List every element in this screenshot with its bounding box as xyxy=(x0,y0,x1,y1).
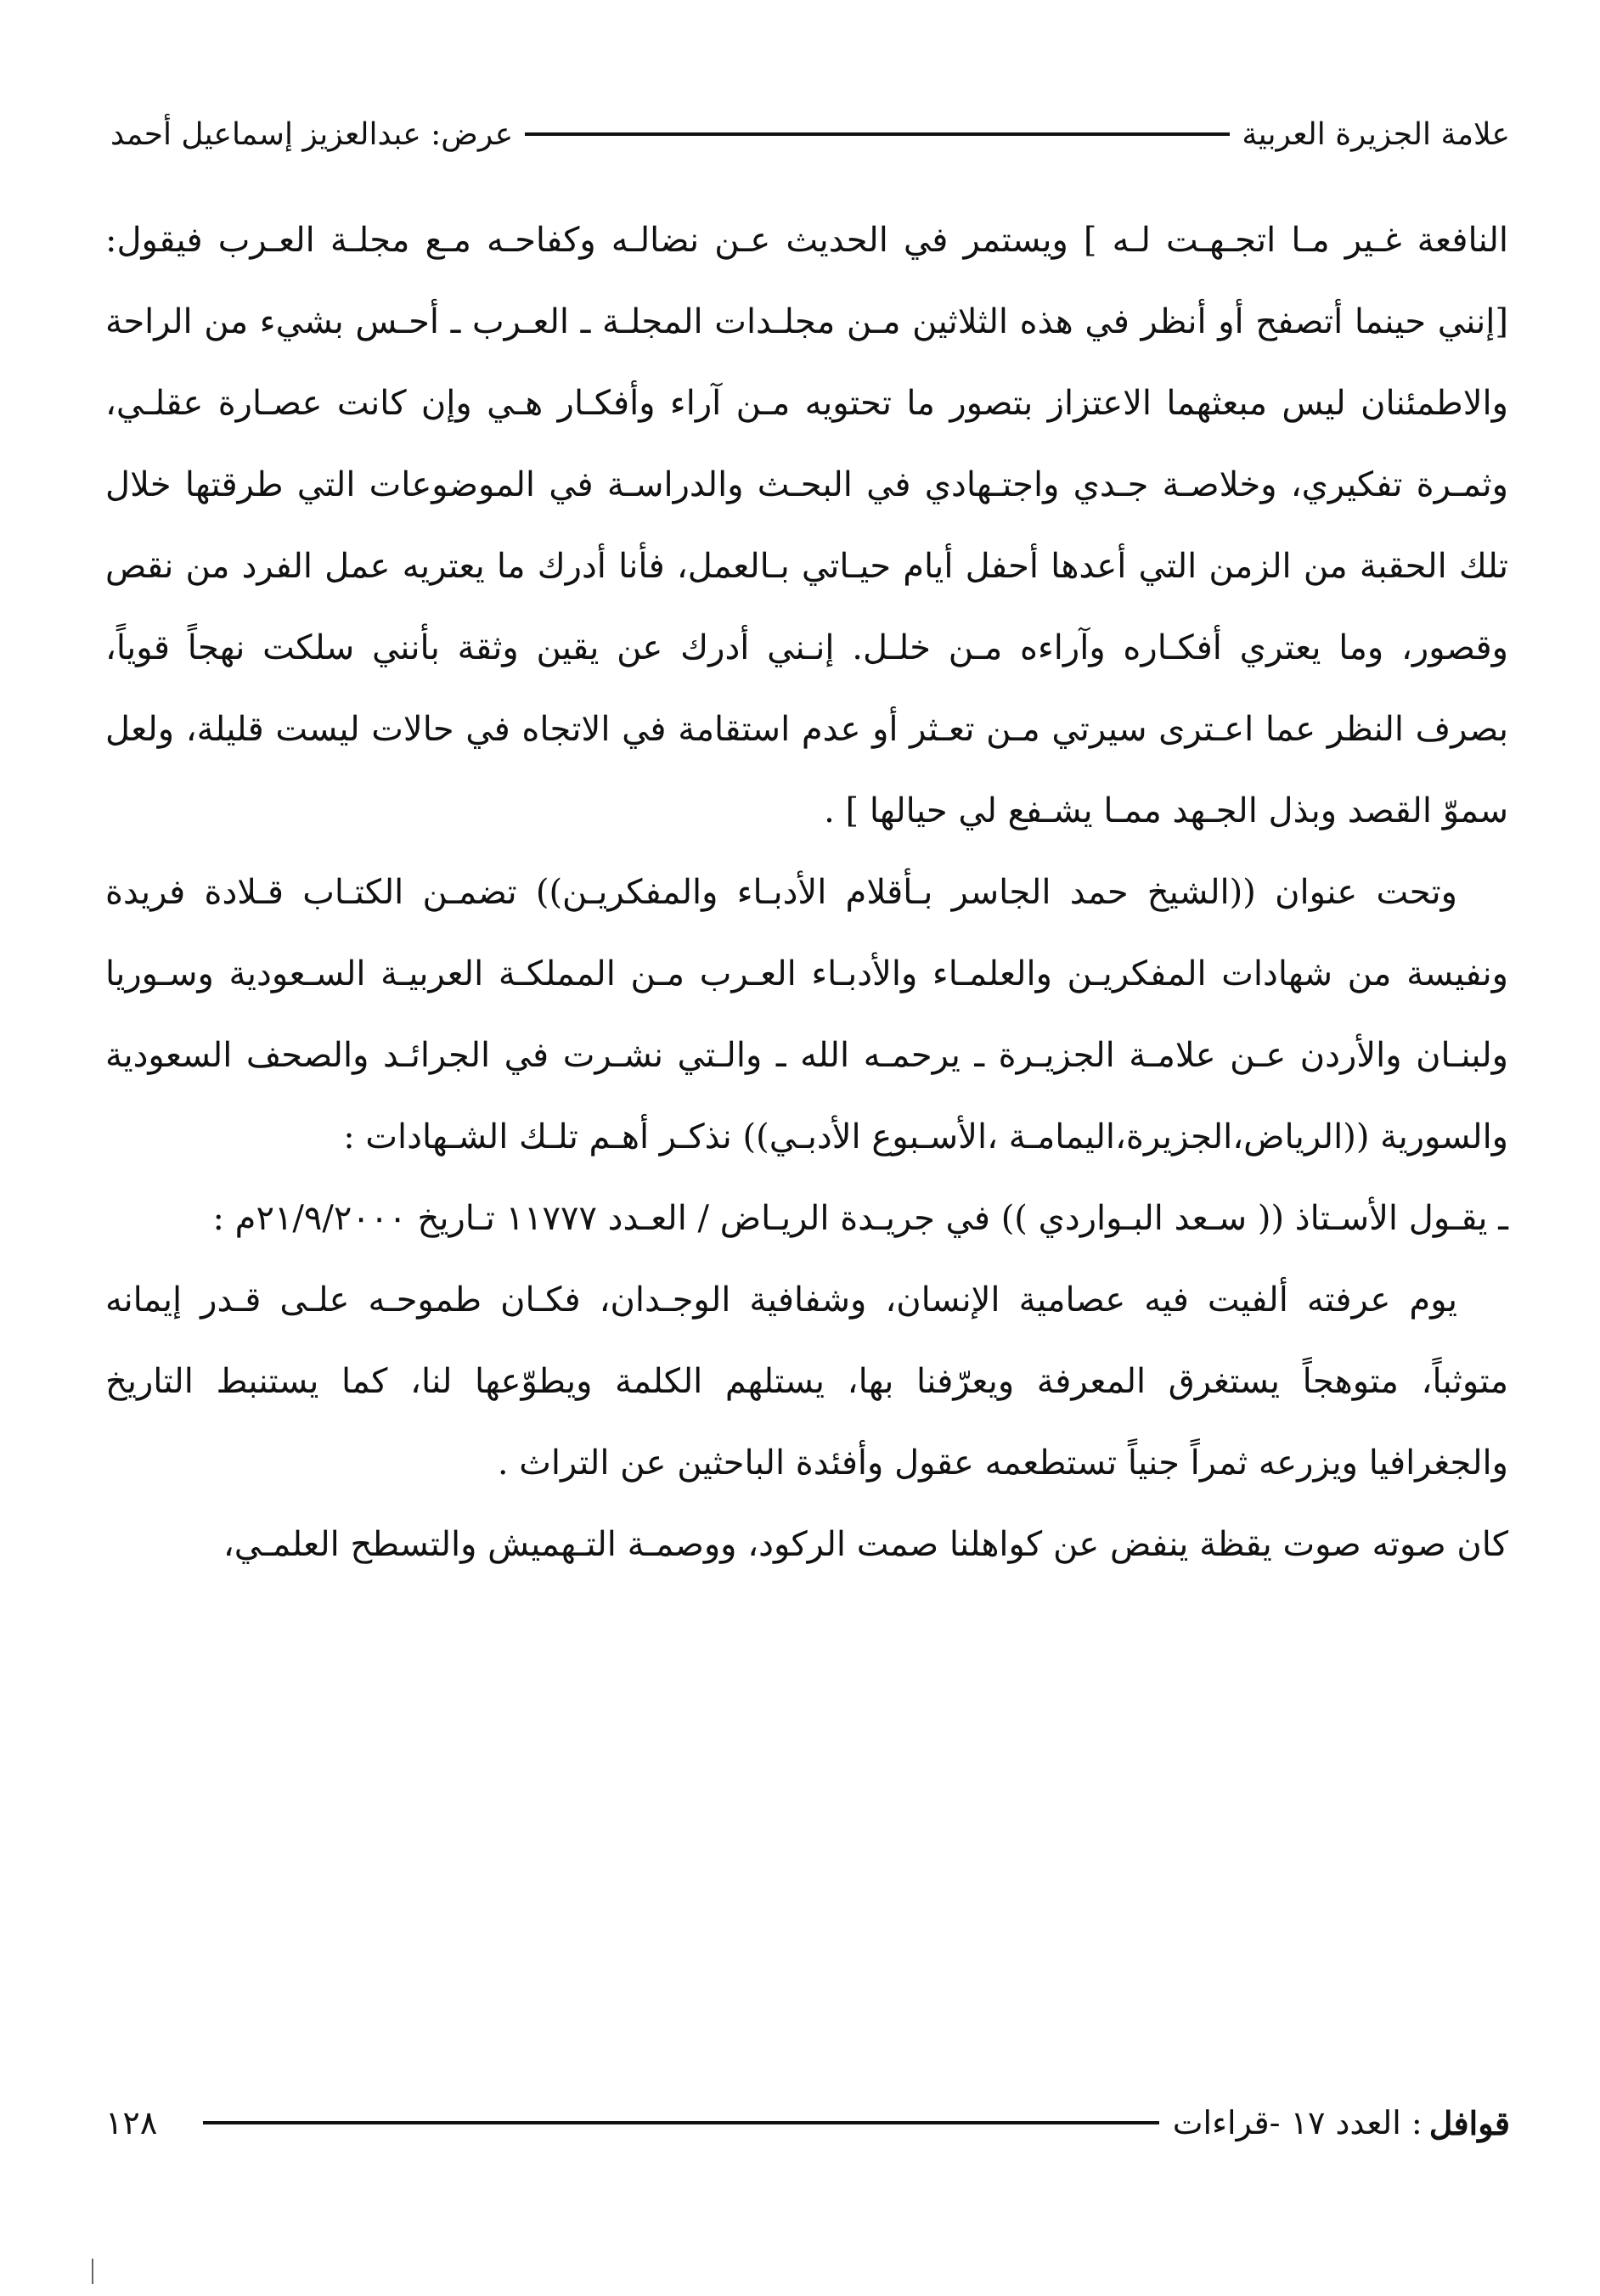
page-number: ١٢٨ xyxy=(105,2104,158,2141)
margin-mark xyxy=(92,2259,93,2284)
header-left-title: علامة الجزيرة العربية xyxy=(1242,116,1510,152)
page-footer xyxy=(105,2097,1510,2148)
running-header xyxy=(110,109,1510,160)
article-body xyxy=(105,200,1508,1585)
footer-rule xyxy=(203,2121,1159,2124)
paragraph-4: يوم عرفته ألفيت فيه عصامية الإنسان، وشفافية الوجـدان، فكـان طموحـه علـى قـدر إيمانه متوثباً، متوهجاً يستغرق المعرفة ويعرّفنا بها، يستلهم الكلمة ويطوّعها لنا، كما يستنبط التاريخ والجغرافيا ويزرعه ثمراً جنياً تستطعمه عقول وأفئدة الباحثين عن التراث . xyxy=(105,1280,1508,1483)
paragraph-2: وتحت عنوان ((الشيخ حمد الجاسر بـأقلام الأدبـاء والمفكريـن)) تضمـن الكتـاب قـلادة فريدة ونفيسة من شهادات المفكريـن والعلمـاء والأدبـاء العـرب مـن المملكـة العربيـة السـعودية وسـوريا ولبنـان والأردن عـن علامـة الجزيـرة ـ يرحمـه الله ـ والـتي نشـرت في الجرائـد والصحف السعودية والسورية ((الرياض،الجزيرة،اليمامـة ،الأسـبوع الأدبـي)) نذكـر أهـم تلـك الشـهادات : xyxy=(105,873,1508,1156)
footer-issue: : العدد ١٧ -قراءات xyxy=(1172,2104,1423,2141)
header-rule xyxy=(525,132,1230,136)
paragraph-5: كان صوته صوت يقظة ينفض عن كواهلنا صمت الركود، ووصمـة التـهميش والتسطح العلمـي، xyxy=(223,1525,1508,1564)
footer-journal-name: قوافل xyxy=(1428,2103,1510,2142)
paragraph-1: النافعة غـير مـا اتجـهـت لـه ] ويستمر في الحديث عـن نضالـه وكفاحـه مـع مجلـة العـرب فيقول: [إنني حينما أتصفح أو أنظر في هذه الثلاثين مـن مجلـدات المجلـة ـ العـرب ـ أحـس بشيء من الراحة والاطمئنان ليس مبعثهما الاعتزاز بتصور ما تحتويه مـن آراء وأفكـار هـي وإن كانت عصـارة عقلـي، وثمـرة تفكيري، وخلاصـة جـدي واجتـهادي في البحـث والدراسـة في الموضوعات التي طرقتها خلال تلك الحقبة من الزمن التي أعدها أحفل أيام حيـاتي بـالعمل، فأنا أدرك ما يعتريه عمل الفرد من نقص وقصور، وما يعتري أفكـاره وآراءه مـن خلـل. إنـني أدرك عن يقين وثقة بأنني سلكت نهجاً قوياً، بصرف النظر عما اعـترى سيرتي مـن تعـثر أو عدم استقامة في الاتجاه في حالات ليست قليلة، ولعل سموّ القصد وبذل الجـهد ممـا يشـفع لي حيالها ] . xyxy=(105,221,1509,830)
paragraph-3: ـ يقـول الأسـتاذ (( سـعد البـواردي )) في جريـدة الريـاض / العـدد ١١٧٧٧ تـاريخ ٢١/٩/٢٠٠٠م : xyxy=(212,1199,1508,1238)
header-right-title: عرض: عبدالعزيز إسماعيل أحمد xyxy=(110,116,514,152)
